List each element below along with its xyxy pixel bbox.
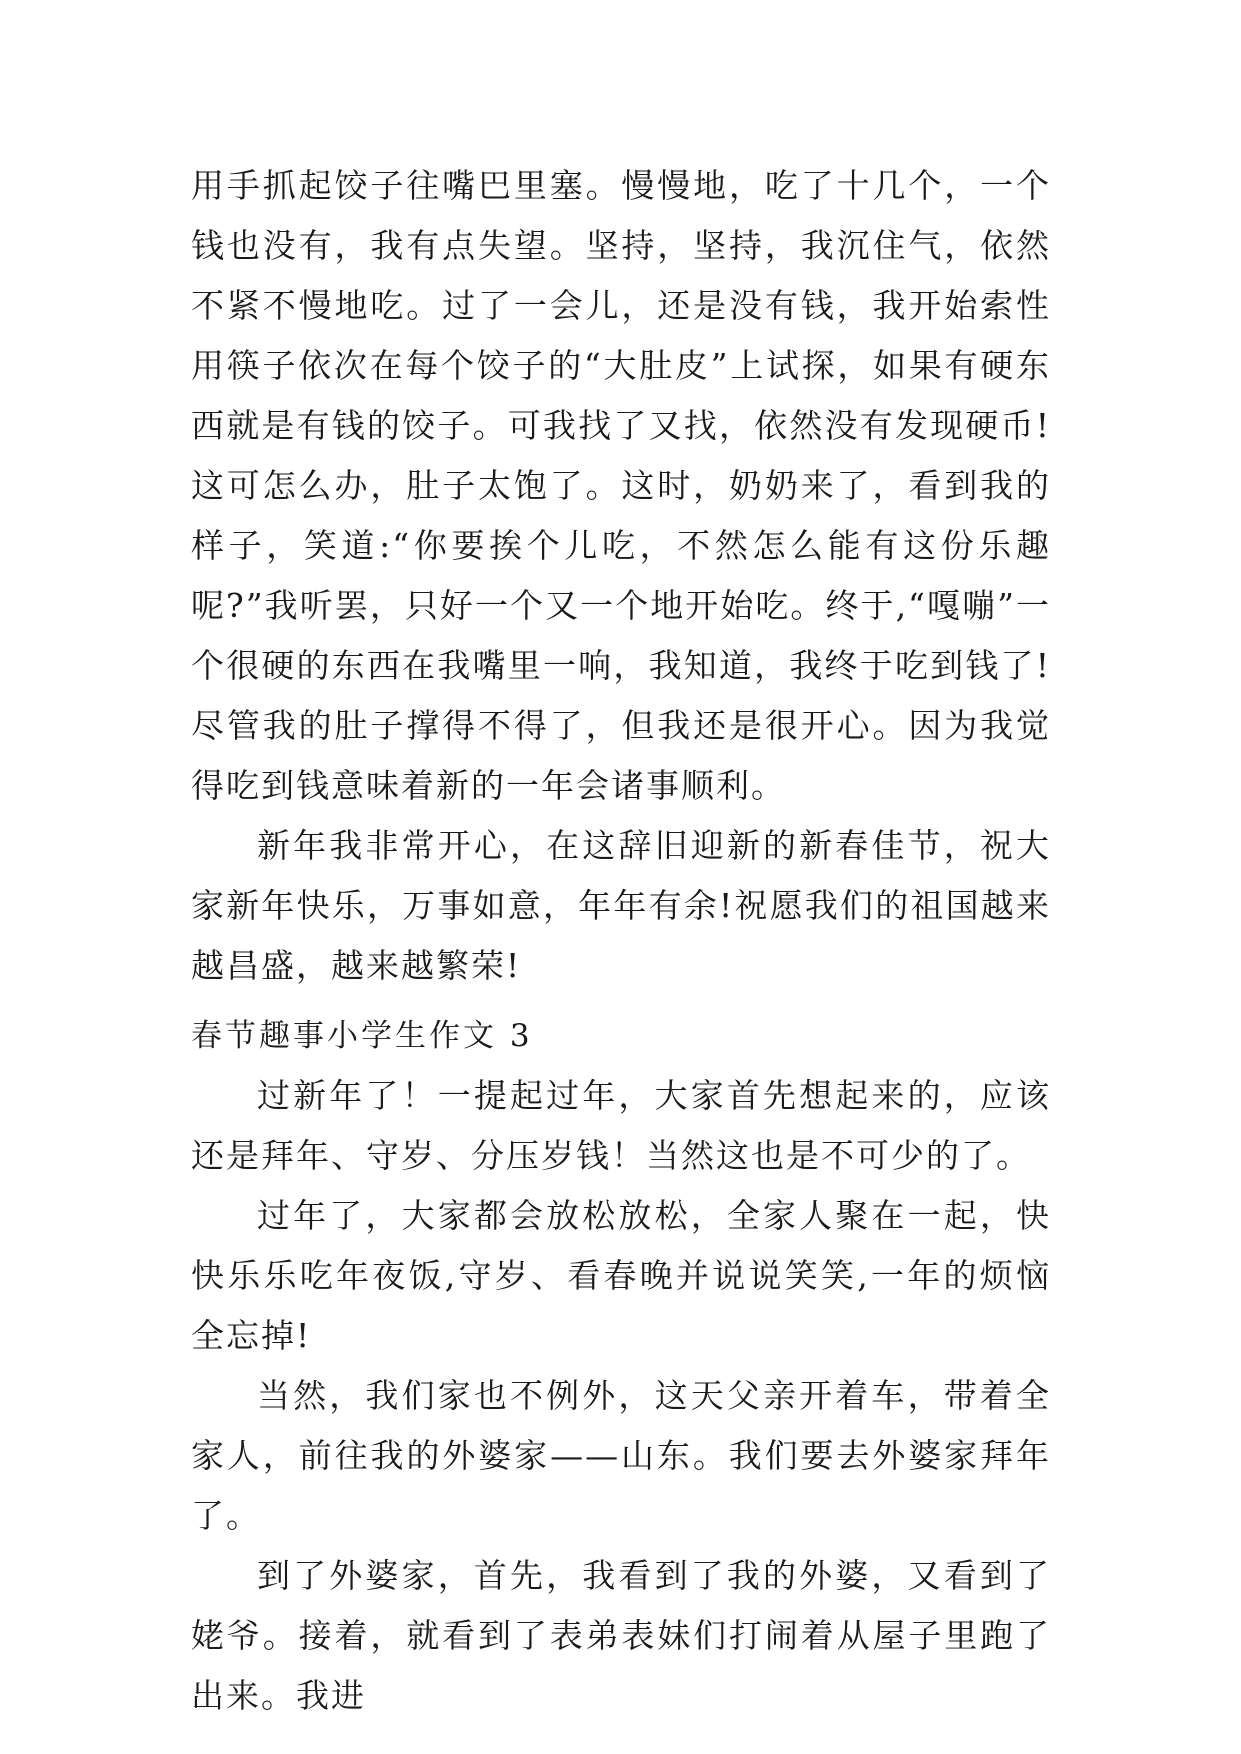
- paragraph: 当然，我们家也不例外，这天父亲开着车，带着全家人，前往我的外婆家——山东。我们要去外婆家拜年了。: [191, 1376, 1051, 1535]
- paragraph: 到了外婆家，首先，我看到了我的外婆，又看到了姥爷。接着，就看到了表弟表妹们打闹着从屋子里跑了出来。我进: [191, 1556, 1051, 1715]
- section-heading: 春节趣事小学生作文 3: [191, 1018, 533, 1054]
- paragraph: 过年了，大家都会放松放松，全家人聚在一起，快快乐乐吃年夜饭,守岁、看春晚并说说笑笑,一年的烦恼全忘掉!: [191, 1196, 1051, 1355]
- essay-continuation: [191, 156, 1051, 996]
- paragraph: 新年我非常开心，在这辞旧迎新的新春佳节，祝大家新年快乐，万事如意，年年有余!祝愿我们的祖国越来越昌盛，越来越繁荣!: [191, 826, 1051, 985]
- paragraph: 用手抓起饺子往嘴巴里塞。慢慢地，吃了十几个，一个钱也没有，我有点失望。坚持，坚持，我沉住气，依然不紧不慢地吃。过了一会儿，还是没有钱，我开始索性用筷子依次在每个饺子的“大肚皮”上试探，如果有硬东西就是有钱的饺子。可我找了又找，依然没有发现硬币!这可怎么办，肚子太饱了。这时，奶奶来了，看到我的样子，笑道:“你要挨个儿吃，不然怎么能有这份乐趣呢?”我听罢，只好一个又一个地开始吃。终于,“嘎嘣”一个很硬的东西在我嘴里一响，我知道，我终于吃到钱了!尽管我的肚子撑得不得了，但我还是很开心。因为我觉得吃到钱意味着新的一年会诸事顺利。: [191, 166, 1051, 805]
- essay-section-3: [191, 1006, 1051, 1726]
- paragraph: 过新年了！一提起过年，大家首先想起来的，应该还是拜年、守岁、分压岁钱！当然这也是不可少的了。: [191, 1076, 1051, 1175]
